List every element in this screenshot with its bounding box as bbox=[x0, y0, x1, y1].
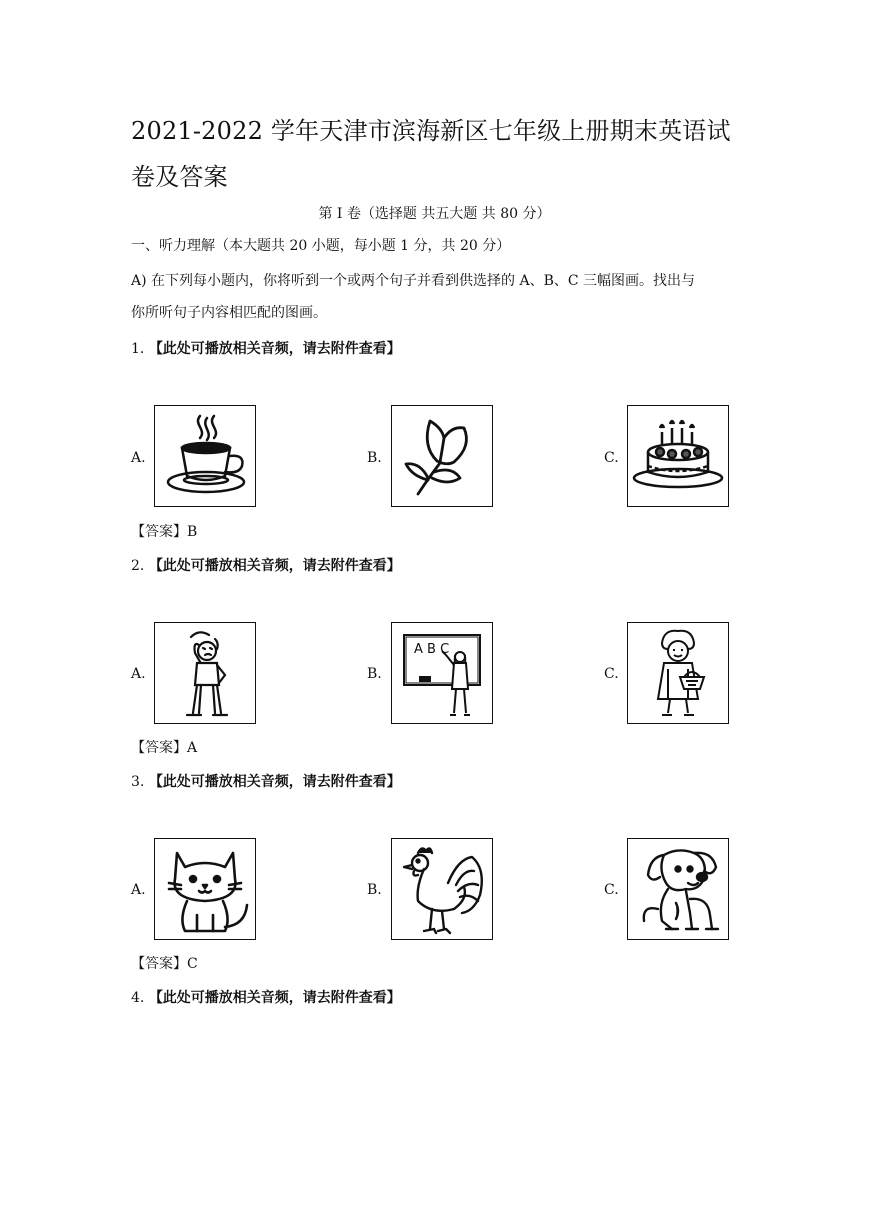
option-label-c: C. bbox=[604, 666, 619, 682]
option-image-woman-basket[interactable] bbox=[627, 622, 729, 724]
question-number: 1. bbox=[131, 341, 145, 357]
answer-2: 【答案】A bbox=[131, 740, 198, 756]
answer-1: 【答案】B bbox=[131, 524, 198, 540]
question-number: 2. bbox=[131, 558, 145, 574]
section-header: 第 I 卷（选择题 共五大题 共 80 分） bbox=[318, 206, 551, 222]
option-label-a: A. bbox=[131, 666, 146, 682]
option-image-dog[interactable] bbox=[627, 838, 729, 940]
instruction-line-2: 你所听句子内容相匹配的图画。 bbox=[131, 305, 327, 321]
question-4 bbox=[131, 988, 401, 1008]
question-3 bbox=[131, 772, 401, 792]
instruction-line-1: A) 在下列每小题内，你将听到一个或两个句子并看到供选择的 A、B、C 三幅图画。找出与 bbox=[131, 273, 696, 289]
option-image-headache-man[interactable] bbox=[154, 622, 256, 724]
option-label-b: B. bbox=[367, 882, 382, 898]
option-image-teacher[interactable] bbox=[391, 622, 493, 724]
question-number: 4. bbox=[131, 990, 145, 1006]
audio-placeholder[interactable]: 【此处可播放相关音频，请去附件查看】 bbox=[148, 558, 401, 574]
part-heading: 一、听力理解（本大题共 20 小题，每小题 1 分，共 20 分） bbox=[131, 238, 511, 254]
option-image-coffee-cup[interactable] bbox=[154, 405, 256, 507]
woman-with-basket-icon bbox=[628, 623, 728, 723]
tulip-flower-icon bbox=[392, 406, 492, 506]
dog-icon bbox=[628, 839, 728, 939]
rooster-icon bbox=[392, 839, 492, 939]
man-with-headache-icon bbox=[155, 623, 255, 723]
audio-placeholder[interactable]: 【此处可播放相关音频，请去附件查看】 bbox=[148, 774, 401, 790]
option-label-b: B. bbox=[367, 450, 382, 466]
option-label-b: B. bbox=[367, 666, 382, 682]
cat-icon bbox=[155, 839, 255, 939]
question-number: 3. bbox=[131, 774, 145, 790]
audio-placeholder[interactable]: 【此处可播放相关音频，请去附件查看】 bbox=[148, 341, 401, 357]
question-2 bbox=[131, 556, 401, 576]
option-label-c: C. bbox=[604, 450, 619, 466]
option-image-cake[interactable] bbox=[627, 405, 729, 507]
blackboard-text: A B C bbox=[414, 642, 450, 657]
audio-placeholder[interactable]: 【此处可播放相关音频，请去附件查看】 bbox=[148, 990, 401, 1006]
option-label-a: A. bbox=[131, 450, 146, 466]
birthday-cake-icon bbox=[628, 406, 728, 506]
teacher-at-blackboard-icon bbox=[392, 623, 492, 723]
question-1 bbox=[131, 339, 401, 359]
option-label-c: C. bbox=[604, 882, 619, 898]
coffee-cup-icon bbox=[155, 406, 255, 506]
option-image-cat[interactable] bbox=[154, 838, 256, 940]
option-label-a: A. bbox=[131, 882, 146, 898]
answer-3: 【答案】C bbox=[131, 956, 198, 972]
option-image-rooster[interactable] bbox=[391, 838, 493, 940]
page-title: 2021-2022 学年天津市滨海新区七年级上册期末英语试卷及答案 bbox=[131, 117, 731, 191]
option-image-tulip[interactable] bbox=[391, 405, 493, 507]
